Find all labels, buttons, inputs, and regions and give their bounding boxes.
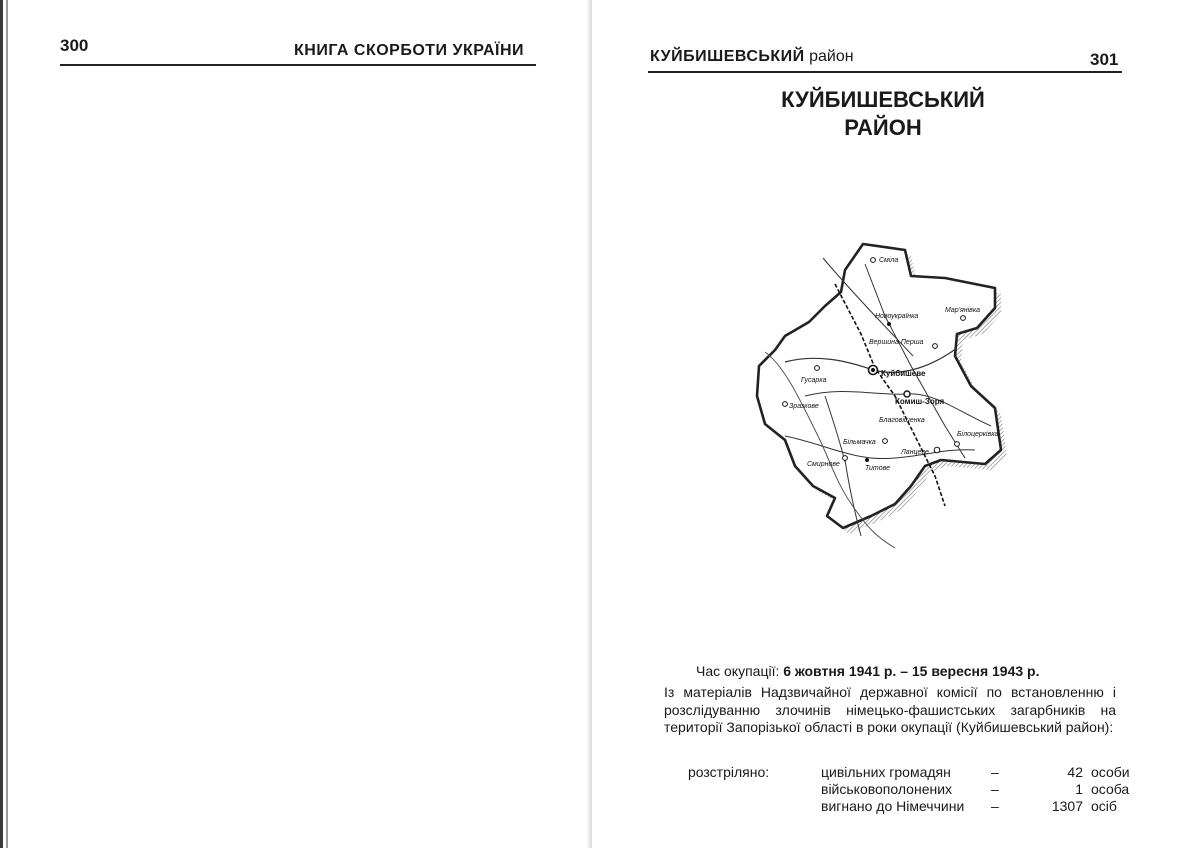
map-point <box>815 366 820 371</box>
map-label-zrazkove: Зразкове <box>789 403 819 410</box>
right-running-title <box>650 48 854 66</box>
map-label-kuibysheve: Куйбишеве <box>881 369 926 378</box>
right-header-rule <box>648 71 1122 73</box>
map-point <box>871 258 876 263</box>
map-point <box>783 402 788 407</box>
map-point <box>961 316 966 321</box>
map-point <box>843 456 848 461</box>
map-label-bilotserkivka: Білоцерківка <box>957 431 999 438</box>
district-map <box>745 236 1030 556</box>
stat-desc: військовополонених <box>821 781 953 797</box>
stat-unit: особа <box>1091 781 1130 797</box>
map-point <box>865 458 869 462</box>
right-running-title-bold: КУЙБИШЕВСЬКИЙ <box>650 48 805 65</box>
map-point <box>934 447 940 453</box>
stat-unit: особи <box>1091 764 1130 780</box>
stat-number: 42 <box>1067 764 1083 780</box>
map-label-smyrnove: Смирнове <box>807 461 840 468</box>
left-page-number: 300 <box>60 36 89 55</box>
left-running-title: КНИГА СКОРБОТИ УКРАЇНИ <box>294 42 524 59</box>
district-title <box>760 86 1006 142</box>
map-territory <box>757 244 1001 528</box>
map-label-bilmachka: Більмачка <box>843 439 876 446</box>
map-label-vershyna-persha: Вершина Перша <box>869 339 924 346</box>
stat-row-deported <box>821 798 1121 816</box>
map-label-marianivka: Мар'янівка <box>945 307 981 314</box>
map-point <box>955 442 960 447</box>
stat-row-pows <box>821 781 1130 799</box>
stat-dash: – <box>991 781 999 797</box>
district-title-line1: КУЙБИШЕВСЬКИЙ <box>781 87 985 112</box>
stat-number: 1 <box>1075 781 1083 797</box>
district-title-line2: РАЙОН <box>844 115 922 140</box>
map-label-smila: Сміла <box>879 257 899 264</box>
left-header-rule <box>60 64 536 66</box>
map-label-novoukrainka: Новоукраїнка <box>875 313 919 320</box>
stat-dash: – <box>991 764 999 780</box>
map-point <box>871 368 875 372</box>
stat-desc: цивільних громадян <box>821 764 951 780</box>
map-point <box>887 322 891 326</box>
right-running-title-rest: район <box>809 48 854 65</box>
page-edge-shadow <box>6 0 8 848</box>
stat-desc: вигнано до Німеччини <box>821 798 965 814</box>
stat-dash: – <box>991 798 999 814</box>
page-edge <box>0 0 3 848</box>
map-label-blahovishchenka: Благовіщенка <box>879 417 925 424</box>
map-point <box>883 439 888 444</box>
occupation-prefix: Час окупації: <box>696 663 780 679</box>
right-page-number: 301 <box>1090 50 1119 69</box>
map-point <box>933 344 938 349</box>
map-label-husarka: Гусарка <box>801 377 827 384</box>
stats-label: розстріляно: <box>688 764 770 780</box>
stat-row-civilians <box>821 764 1130 782</box>
stat-unit: осіб <box>1091 798 1117 814</box>
district-map-svg <box>745 236 1030 556</box>
occupation-dates: 6 жовтня 1941 р. – 15 вересня 1943 р. <box>783 663 1040 679</box>
occupation-period <box>696 663 1040 679</box>
stat-number: 1307 <box>1051 798 1083 814</box>
map-label-komish-zoria: Комиш-Зоря <box>895 397 945 406</box>
map-label-tytove: Титове <box>865 465 890 472</box>
map-label-lantseve: Ланцеве <box>901 449 929 456</box>
commission-paragraph: Із матеріалів Надзвичайної державної комісії по встановленню і розслідуванню злочинів німецько-фашистських загарбників на території Запорізької області в роки окупації (Куйбишевський район): <box>664 684 1116 735</box>
